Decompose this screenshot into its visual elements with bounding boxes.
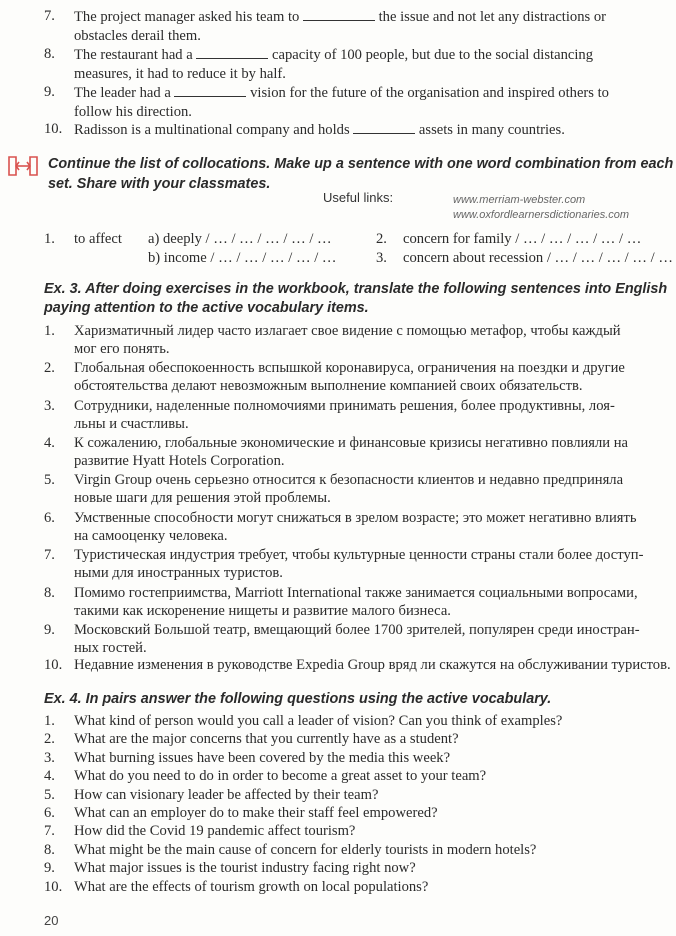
ex3-title: paying attention to the active vocabulary items. [44, 300, 369, 316]
list-number: 1. [44, 713, 55, 729]
sentence-part: Radisson is a multinational company and holds [74, 122, 354, 138]
sentence-part: capacity of 100 people, but due to the social distancing [268, 47, 593, 63]
list-number: 2. [44, 731, 55, 748]
russian-sentence: Недавние изменения в руководстве Expedia Group вряд ли скажутся на обслуживании туристов. [74, 657, 671, 673]
question: What might be the main cause of concern for elderly tourists in modern hotels? [74, 841, 537, 858]
russian-sentence-continuation: льны и счастливы. [74, 416, 189, 432]
sentence-continuation: measures, it had to reduce it by half. [74, 66, 286, 82]
collocations-instruction: Continue the list of collocations. Make up a sentence with one word combination from each [48, 156, 674, 172]
fill-in-blank[interactable] [174, 84, 246, 97]
question: What kind of person would you call a leader of vision? Can you think of examples? [74, 713, 563, 729]
russian-sentence: Московский Большой театр, вмещающий более 1700 зрителей, популярен среди иностран- [74, 622, 640, 638]
russian-sentence: Сотрудники, наделенные полномочиями принимать решения, более продуктивны, лоя- [74, 398, 615, 414]
russian-sentence-continuation: новые шаги для решения этой проблемы. [74, 490, 331, 506]
sentence-continuation: obstacles derail them. [74, 28, 201, 44]
list-number: 9. [44, 622, 55, 638]
russian-sentence-continuation: ными для иностранных туристов. [74, 565, 283, 581]
collocation-b: b) income / … / … / … / … / … [148, 250, 337, 266]
list-number: 8. [44, 841, 55, 858]
russian-sentence-continuation: на самооценку человека. [74, 528, 228, 544]
list-number: 7. [44, 823, 55, 840]
list-number: 6. [44, 510, 55, 526]
list-number: 10. [44, 878, 63, 895]
russian-sentence-continuation: развитие Hyatt Hotels Corporation. [74, 453, 285, 469]
list-number: 7. [44, 8, 55, 24]
russian-sentence-continuation: мог его понять. [74, 341, 170, 357]
sentence-line [74, 84, 609, 102]
list-number: 10. [44, 121, 63, 137]
sentence-part: The leader had a [74, 85, 175, 101]
collocation-text: concern about recession / … / … / … / … / … [403, 250, 673, 266]
list-number: 8. [44, 46, 55, 62]
page-number: 20 [44, 913, 59, 928]
list-number: 5. [44, 786, 55, 803]
list-number: 2. [376, 231, 387, 247]
link-merriam[interactable]: www.merriam-webster.com [453, 194, 586, 206]
list-number: 4. [44, 435, 55, 451]
question: What are the effects of tourism growth on local populations? [74, 878, 429, 895]
question: What can an employer do to make their staff feel empowered? [74, 805, 438, 821]
list-number: 1. [44, 323, 55, 339]
list-number: 1. [44, 231, 55, 247]
list-number: 5. [44, 472, 55, 488]
question: How can visionary leader be affected by their team? [74, 786, 379, 803]
ex4-title: Ex. 4. In pairs answer the following questions using the active vocabulary. [44, 691, 552, 707]
fill-in-blank[interactable] [353, 121, 415, 134]
question: How did the Covid 19 pandemic affect tourism? [74, 823, 356, 840]
russian-sentence-continuation: ных гостей. [74, 640, 147, 656]
russian-sentence: Помимо гостеприимства, Marriott International также занимается социальными вопросами, [74, 585, 638, 601]
question: What major issues is the tourist industry facing right now? [74, 860, 416, 877]
collocations-instruction: set. Share with your classmates. [48, 176, 271, 192]
list-number: 3. [44, 749, 55, 766]
link-oxford[interactable]: www.oxfordlearnersdictionaries.com [453, 209, 630, 221]
collocation-text: concern for family / … / … / … / … / … [403, 231, 642, 247]
useful-links-label: Useful links: [323, 190, 394, 205]
list-number: 8. [44, 585, 55, 601]
question: What burning issues have been covered by the media this week? [74, 749, 451, 766]
sentence-continuation: follow his direction. [74, 104, 192, 120]
sentence-line [74, 8, 606, 26]
fill-in-blank[interactable] [303, 8, 375, 21]
collocation-a: a) deeply / … / … / … / … / … [148, 231, 332, 247]
question: What are the major concerns that you currently have as a student? [74, 731, 459, 748]
sentence-line [74, 46, 593, 64]
list-number: 2. [44, 360, 55, 376]
russian-sentence-continuation: обстоятельства делают невозможным выполнение компанией своих обязательств. [74, 378, 583, 394]
sentence-part: vision for the future of the organisation and inspired others to [246, 85, 609, 101]
russian-sentence: Харизматичный лидер часто излагает свое видение с помощью метафор, чтобы каждый [74, 323, 621, 339]
russian-sentence-continuation: такими как искоренение нищеты и развитие малого бизнеса. [74, 603, 451, 619]
sentence-part: The restaurant had a [74, 47, 197, 63]
sentence-line [74, 121, 565, 139]
russian-sentence: Глобальная обеспокоенность вспышкой коронавируса, ограничения на поездки и другие [74, 360, 625, 376]
list-number: 3. [44, 398, 55, 414]
list-number: 9. [44, 84, 55, 100]
pair-work-icon [6, 153, 40, 179]
russian-sentence: Туристическая индустрия требует, чтобы культурные ценности страны стали более доступ- [74, 547, 644, 563]
list-number: 3. [376, 250, 387, 266]
question: What do you need to do in order to become a great asset to your team? [74, 768, 487, 785]
ex3-title: Ex. 3. After doing exercises in the workbook, translate the following sentences into English [44, 281, 668, 297]
sentence-part: the issue and not let any distractions or [374, 9, 606, 25]
sentence-part: The project manager asked his team to [74, 9, 303, 25]
russian-sentence: Умственные способности могут снижаться в зрелом возрасте; это может негативно влиять [74, 510, 637, 526]
list-number: 9. [44, 860, 55, 877]
list-number: 6. [44, 805, 55, 821]
russian-sentence: Virgin Group очень серьезно относится к безопасности клиентов и недавно предприняла [74, 472, 624, 488]
collocation-head: to affect [74, 231, 122, 247]
list-number: 10. [44, 657, 63, 673]
sentence-part: assets in many countries. [415, 122, 565, 138]
list-number: 7. [44, 547, 55, 563]
list-number: 4. [44, 768, 55, 785]
russian-sentence: К сожалению, глобальные экономические и финансовые кризисы негативно повлияли на [74, 435, 629, 451]
fill-in-blank[interactable] [196, 46, 268, 59]
